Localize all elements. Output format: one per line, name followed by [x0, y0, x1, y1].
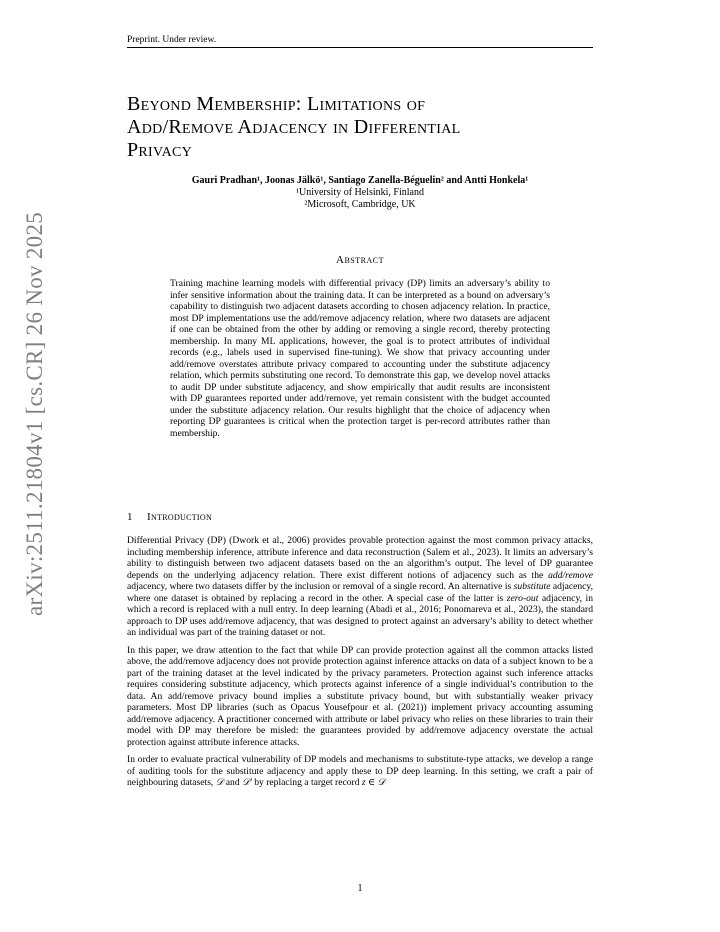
abstract-text: Training machine learning models with differential privacy (DP) limits an adversary’s ability to infer sensitive information about the training data. It can be interpreted as a bound on adversary’s capability to distinguish two adjacent datasets according to chosen adjacency relation. In practice, most DP implementations use the add/remove adjacency relation, where two datasets are adjacent if one can be obtained from the other by adding or removing a single record, thereby protecting membership. In many ML applications, however, the goal is to protect attributes of individual records (e.g., labels used in supervised fine-tuning). We show that privacy accounting under add/remove overstates attribute privacy compared to accounting under the substitute adjacency relation, which permits substituting one record. To demonstrate this gap, we develop novel attacks to audit DP under substitute adjacency, and show empirically that audit results are inconsistent with DP guarantees reported under add/remove, yet remain consistent with the budget accounted under the substitute adjacency relation. Our results highlight that the choice of adjacency when reporting DP guarantees is critical when the protection target is per-record attributes rather than membership. [170, 278, 550, 439]
math-dataset-d: 𝒟 [215, 777, 224, 788]
p3-text-a: In order to evaluate practical vulnerability of DP models and mechanisms to substitute-type attacks, we develop a range of auditing tools for the substitute adjacency and apply these to DP deep learning. In this setting, we craft a pair of neighbouring datasets, [127, 754, 593, 788]
affiliation-microsoft: ²Microsoft, Cambridge, UK [304, 199, 416, 210]
p1-emphasis-zero-out: zero-out [506, 592, 539, 604]
intro-paragraph-3 [127, 754, 593, 789]
p1-text-d: adjacency, in which a record is replaced with a null entry. In deep learning (Abadi et al., 2016; Ponomareva et al., 2023), the standard approach to DP uses add/remove adjacency, that was designed to protect against an adversary’s ability to detect whether an individual was part of the training dataset or not. [127, 592, 593, 638]
affiliation-helsinki: ¹University of Helsinki, Finland [296, 187, 424, 198]
page-number: 1 [357, 883, 363, 894]
intro-paragraph-1 [127, 535, 593, 639]
math-target-record: z ∈ 𝒟 [361, 777, 386, 788]
arxiv-identifier[interactable]: arXiv:2511.21804v1 [cs.CR] 26 Nov 2025 [22, 211, 47, 616]
p1-text-c: adjacency, where one dataset is obtained by replacing a record in the other. A special case of the latter is [127, 581, 593, 604]
abstract-heading: Abstract [336, 254, 384, 266]
title-line-2: Add/Remove Adjacency in Differential [127, 116, 461, 138]
title-line-1: Beyond Membership: Limitations of [127, 93, 426, 115]
p3-text-b: and [223, 777, 243, 788]
running-header: Preprint. Under review. [127, 34, 593, 48]
section-number: 1 [127, 511, 133, 523]
intro-paragraph-2: In this paper, we draw attention to the fact that while DP can provide protection against all the common attacks listed above, the add/remove adjacency does not provide protection against inference attacks on data of a subject known to be a part of the training dataset at the level indicated by the privacy parameters. Protection against such inference attacks requires considering substitute adjacency, which protects against inference of a single individual’s contribution to the data. An add/remove privacy bound implies a substitute privacy bound, but with substantially weaker privacy parameters. Most DP libraries (such as Opacus Yousefpour et al. (2021)) implement privacy accounting assuming add/remove adjacency. A practitioner concerned with attribute or label privacy who relies on these libraries to train their model with DP may therefore be misled: the guarantees provided by add/remove adjacency overstate the actual protection against attribute inference attacks. [127, 644, 593, 748]
math-dataset-d-prime: 𝒟′ [242, 777, 252, 788]
p1-emphasis-substitute: substitute [513, 581, 551, 592]
introduction-body [127, 535, 593, 795]
title-line-3: Privacy [127, 139, 193, 161]
p1-text-a: Differential Privacy (DP) (Dwork et al., 2006) provides provable protection against the most common privacy attacks, including membership inference, attribute inference and data reconstruction (Salem et al., 2023). It limits an adversary’s ability to distinguish between two adjacent datasets based on the an algorithm’s output. The level of DP guarantee depends on the underlying adjacency relation. There exist different notions of adjacency such as the [127, 535, 593, 581]
p1-text-b: adjacency, where two datasets differ by the inclusion or removal of a single record. An alternative is [127, 581, 514, 592]
section-title: Introduction [147, 511, 213, 523]
section-heading-introduction [127, 511, 593, 524]
author-names: Gauri Pradhan¹, Joonas Jälkö¹, Santiago Zanella-Béguelin² and Antti Honkela¹ [191, 175, 529, 186]
author-block [127, 175, 593, 211]
p1-emphasis-add-remove: add/remove [548, 569, 593, 581]
paper-title [127, 93, 597, 162]
p3-text-c: by replacing a target record [251, 777, 362, 788]
